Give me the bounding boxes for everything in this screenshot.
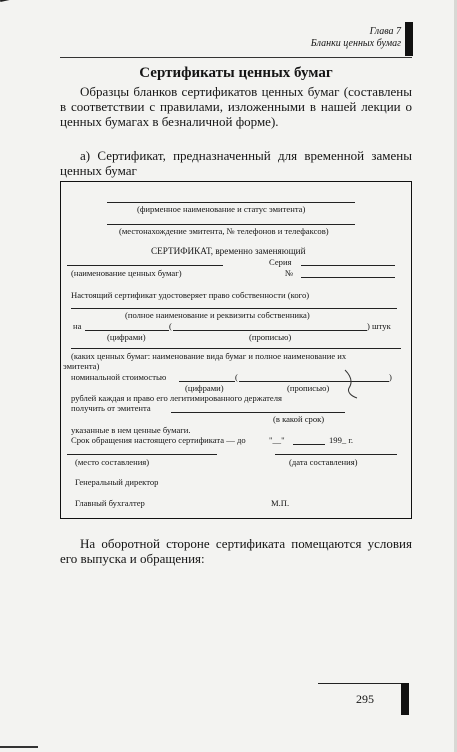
footer-rule (318, 683, 406, 684)
series-label: Серия (269, 257, 292, 267)
specified-text: указанные в нем ценные бумаги. (71, 425, 191, 435)
securities-line (67, 265, 223, 266)
intro-paragraph: Образцы бланков сертификатов ценных бумаг (составлены в соответствии с правилами, изложенными в нашей лекции о ценных бумагах в безналичной форме). (60, 84, 412, 129)
month-line (293, 444, 325, 445)
pieces-label: ) штук (367, 321, 391, 331)
running-head (311, 26, 401, 50)
circulation-label: Срок обращения настоящего сертификата — до (71, 435, 246, 445)
place-caption: (место составления) (75, 457, 150, 467)
nominal-words-caption: (прописью) (287, 383, 330, 393)
page-title: Сертификаты ценных бумаг (139, 65, 333, 81)
thumb-index-bar (405, 22, 413, 56)
footer-thumb-bar (401, 683, 409, 715)
certificate-form (60, 181, 412, 519)
on-label: на (73, 321, 82, 331)
kind-line (71, 348, 401, 349)
nominal-label: номинальной стоимостью (71, 372, 167, 382)
paren-close: ) (389, 372, 392, 382)
owner-caption: (полное наименование и реквизиты собственника) (125, 310, 310, 320)
nominal-digits-caption: (цифрами) (185, 383, 224, 393)
owner-line (71, 308, 397, 309)
issuer-caption: (фирменное наименование и статус эмитента) (137, 204, 306, 214)
nominal-digits-line (179, 381, 235, 382)
handwritten-mark (339, 368, 363, 402)
year-label: 199_ г. (329, 435, 354, 445)
date-line (275, 454, 397, 455)
page-number: 295 (356, 692, 374, 706)
date-caption: (дата составления) (289, 457, 358, 467)
number-line (301, 277, 395, 278)
scan-mark (0, 746, 38, 748)
address-line (107, 224, 355, 225)
term-line (171, 412, 345, 413)
kind-caption-1: (каких ценных бумаг: наименование вида бумаг и полное наименование их (71, 351, 347, 361)
after-paragraph: На оборотной стороне сертификата помещаются условия его выпуска и обращения: (60, 536, 412, 566)
digits-caption: (цифрами) (107, 332, 146, 342)
date-quote: "__" (269, 435, 285, 445)
rubles-line: рублей каждая и право его легитимированного держателя (71, 393, 282, 403)
stamp-label: М.П. (271, 498, 290, 508)
address-caption: (местонахождение эмитента, № телефонов и телефаксов) (119, 226, 329, 236)
scan-mark (0, 0, 22, 2)
running-head-chapter: Глава 7 (369, 26, 401, 37)
header-rule (60, 57, 412, 58)
issuer-line (107, 202, 355, 203)
running-head-section: Бланки ценных бумаг (310, 38, 401, 49)
nominal-words-line (239, 381, 389, 382)
certifies-text: Настоящий сертификат удостоверяет право собственности (кого) (71, 290, 310, 300)
digits-line (85, 330, 169, 331)
paren-open-2: ( (235, 372, 238, 382)
paren-open: ( (169, 321, 172, 331)
place-line (67, 454, 217, 455)
receive-label: получить от эмитента (71, 403, 151, 413)
series-line (301, 265, 395, 266)
kind-caption-2: эмитента) (63, 361, 100, 371)
accountant-label: Главный бухгалтер (75, 498, 145, 508)
certificate-heading: СЕРТИФИКАТ, временно заменяющий (151, 246, 306, 256)
subheading-paragraph: а) Сертификат, предназначенный для временной замены ценных бумаг (60, 148, 412, 178)
words-caption: (прописью) (249, 332, 292, 342)
words-line (173, 330, 367, 331)
director-label: Генеральный директор (75, 477, 159, 487)
term-caption: (в какой срок) (273, 414, 325, 424)
number-label: № (285, 268, 294, 278)
securities-caption: (наименование ценных бумаг) (71, 268, 182, 278)
